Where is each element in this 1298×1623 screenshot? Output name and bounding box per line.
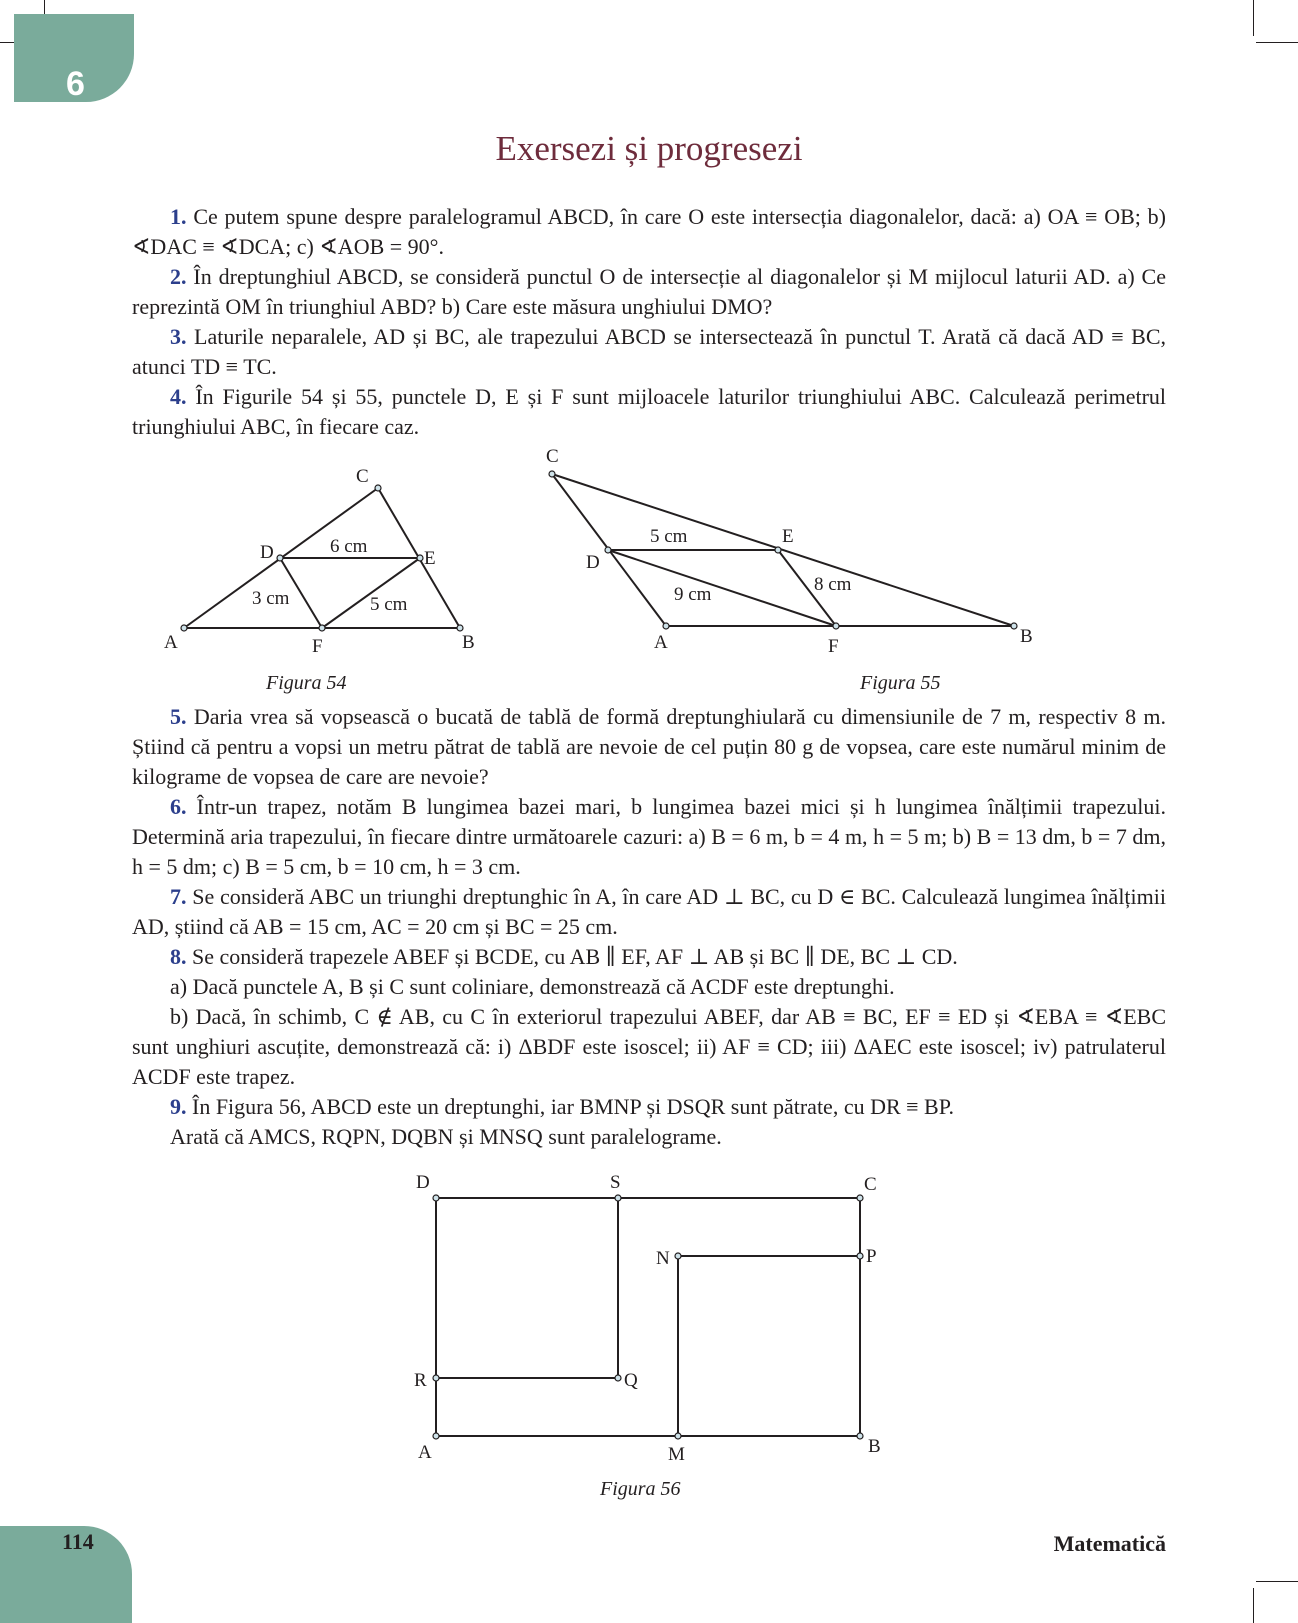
exercise-5: 5. Daria vrea să vopsească o bucată de tablă de formă dreptunghiulară cu dimensiunile de 7 m, respectiv 8 m. Știind că pentru a vopsi un metru pătrat de tablă are nevoie de cel puțin 80 g de vopsea, care este numărul minim de kilograme de vopsea de care are nevoie? [132,704,1167,789]
exercise-8: 8. Se consideră trapezele ABEF și BCDE, cu AB ∥ EF, AF ⊥ AB și BC ∥ DE, BC ⊥ CD. [170,944,958,969]
exercise-2: 2. În dreptunghiul ABCD, se consideră punctul O de intersecție al diagonalelor și M mijlocul laturii AD. a) Ce reprezintă OM în triunghiul ABD? b) Care este măsura unghiului DMO? [132,264,1166,319]
point-label-D: D [416,1172,430,1193]
point-label-A: A [418,1442,432,1463]
crop-mark [1253,1588,1254,1623]
figure-56-caption: Figura 56 [600,1478,681,1500]
crop-mark [1256,42,1298,43]
exercise-9: 9. În Figura 56, ABCD este un dreptunghi, iar BMNP și DSQR sunt pătrate, cu DR ≡ BP. [170,1094,955,1119]
figure-55 [528,442,1048,662]
exercises-block-1 [132,202,1166,442]
length-label-FE: 5 cm [370,594,408,615]
exercise-4: 4. În Figurile 54 și 55, punctele D, E și F sunt mijloacele laturilor triunghiului ABC. Calculează perimetrul triunghiului ABC, în fiecare caz. [132,384,1167,439]
point-label-C: C [356,466,369,487]
exercises-block-2 [132,702,1166,1152]
square-BMNP [678,1256,860,1436]
segment-FE [322,558,420,628]
length-label-DE: 5 cm [650,526,688,547]
point-label-B: B [1020,626,1033,647]
square-DSQR [436,1198,618,1378]
point-label-D: D [586,552,600,573]
exercise-6: 6. Într-un trapez, notăm B lungimea bazei mari, b lungimea bazei mici și h lungimea înălțimii trapezului. Determină aria trapezului, în fiecare dintre următoarele cazuri: a) B = 6 m, b = 4 m, h = 5 m; b) B = 13 dm, b = 7 dm, h = 5 dm; c) B = 5 cm, b = 10 cm, h = 3 cm. [132,794,1166,879]
point-label-B: B [462,632,475,653]
point-label-A: A [164,632,178,653]
page-number: 114 [62,1529,94,1554]
point-label-C: C [864,1174,877,1195]
figure-54 [160,458,500,658]
point-label-B: B [868,1436,881,1457]
point-label-D: D [260,542,274,563]
crop-mark [1256,1581,1298,1582]
page-title: Exersezi și progresezi [495,129,803,168]
figure-54-caption: Figura 54 [266,672,347,694]
subject-label: Matematică [1053,1531,1166,1556]
exercise-8a: a) Dacă punctele A, B și C sunt coliniare, demonstrează că ACDF este dreptunghi. [170,974,895,999]
point-label-F: F [312,636,323,657]
figure-55-caption: Figura 55 [860,672,941,694]
point-label-N: N [656,1248,670,1269]
exercise-8b: b) Dacă, în schimb, C ∉ AB, cu C în exteriorul trapezului ABEF, dar AB ≡ BC, EF ≡ ED și ∢EBA ≡ ∢EBC sunt unghiuri ascuțite, demonstrează că: i) ΔBDF este isoscel; ii) AF ≡ CD; iii) ΔAEC este isoscel; iv) patrulaterul ACDF este trapez. [132,1004,1166,1089]
exercise-1: 1. Ce putem spune despre paralelogramul ABCD, în care O este intersecția diagonalelor, dacă: a) OA ≡ OB; b) ∢DAC ≡ ∢DCA; c) ∢AOB = 90°. [132,204,1166,259]
point-label-Q: Q [624,1370,638,1391]
point-label-F: F [828,636,839,657]
length-label-EF: 8 cm [814,574,852,595]
segment-DF [608,550,836,626]
point-label-E: E [424,548,436,569]
point-label-P: P [866,1246,877,1267]
point-label-M: M [668,1444,685,1465]
exercise-9-line-2: Arată că AMCS, RQPN, DQBN și MNSQ sunt paralelograme. [170,1124,722,1149]
point-label-S: S [610,1172,621,1193]
length-label-DE: 6 cm [330,536,368,557]
crop-mark [1253,0,1254,36]
rectangle-ABCD [436,1198,860,1436]
point-label-E: E [782,526,794,547]
chapter-number: 6 [66,65,85,103]
point-label-C: C [546,446,559,467]
exercise-7: 7. Se consideră ABC un triunghi dreptunghic în A, în care AD ⊥ BC, cu D ∈ BC. Calculează lungimea înălțimii AD, știind că AB = 15 cm, AC = 20 cm și BC = 25 cm. [132,884,1166,939]
exercise-3: 3. Laturile neparalele, AD și BC, ale trapezului ABCD se intersectează în punctul T. Arată că dacă AD ≡ BC, atunci TD ≡ TC. [132,324,1167,379]
length-label-DF: 3 cm [252,588,290,609]
point-label-A: A [654,632,668,653]
length-label-DF: 9 cm [674,584,712,605]
figure-56 [400,1168,900,1468]
point-label-R: R [414,1370,427,1391]
